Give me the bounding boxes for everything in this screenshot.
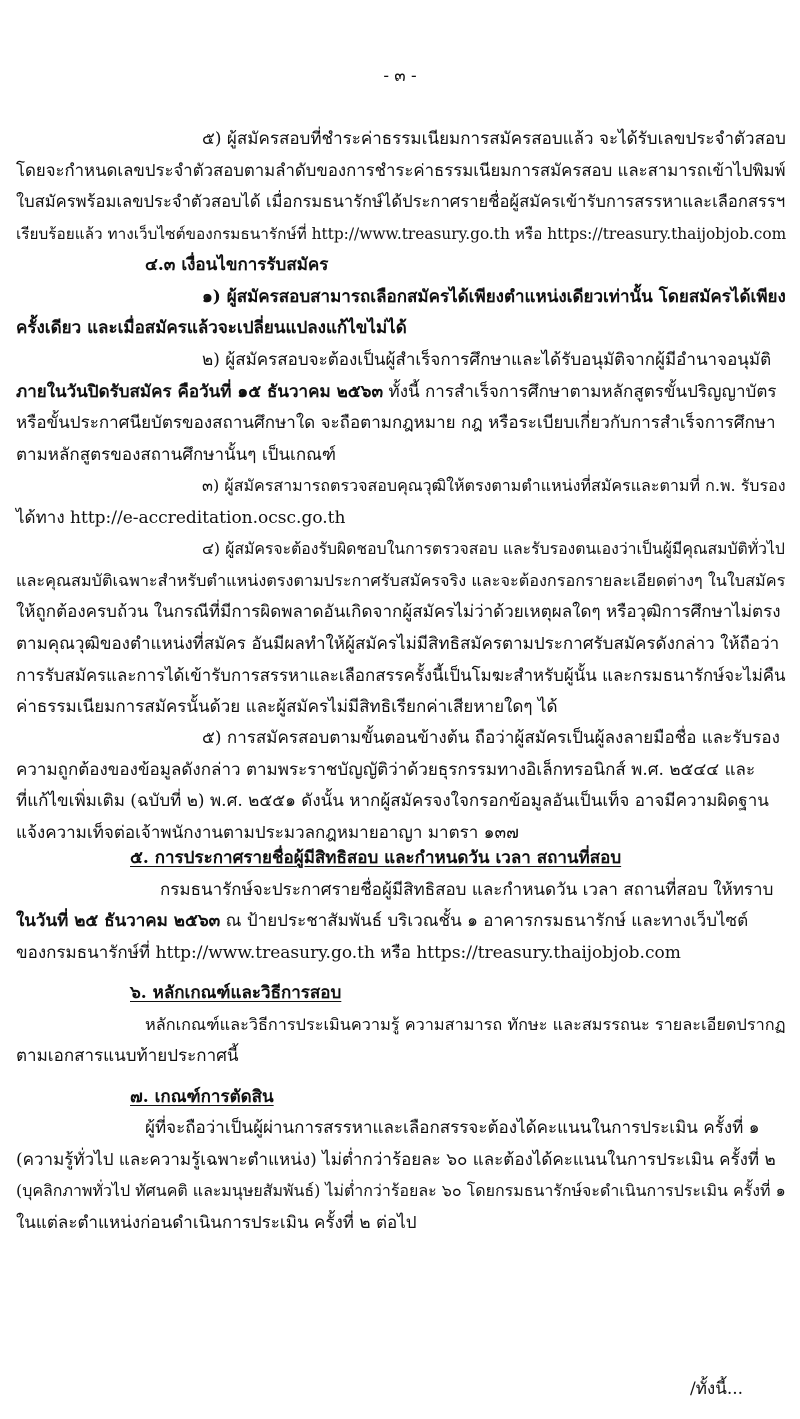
paragraph-line: ได้ทาง http://e-accreditation.ocsc.go.th bbox=[16, 508, 346, 528]
paragraph-line bbox=[16, 906, 748, 936]
paragraph-line: (ความรู้ทั่วไป และความรู้เฉพาะตำแหน่ง) ไม่ต่ำกว่าร้อยละ ๖๐ และต้องได้คะแนนในการประเมิน ครั้งที่ ๒ bbox=[16, 1150, 776, 1170]
continuation-marker: /ทั้งนี้... bbox=[690, 1379, 744, 1399]
paragraph-line: ๑) ผู้สมัครสอบสามารถเลือกสมัครได้เพียงตำแหน่งเดียวเท่านั้น โดยสมัครได้เพียง bbox=[202, 287, 786, 307]
paragraph-line: ของกรมธนารักษ์ที่ http://www.treasury.go.th หรือ https://treasury.thaijobjob.com bbox=[16, 943, 681, 963]
deadline-date-text: ภายในวันปิดรับสมัคร คือวันที่ ๑๕ ธันวาคม ๒๕๖๓ bbox=[16, 382, 384, 402]
paragraph-line: ในแต่ละตำแหน่งก่อนดำเนินการประเมิน ครั้งที่ ๒ ต่อไป bbox=[16, 1213, 417, 1233]
paragraph-line: หรือขั้นประกาศนียบัตรของสถานศึกษาใด จะถือตามกฎหมาย กฎ หรือระเบียบเกี่ยวกับการสำเร็จการศึกษา bbox=[16, 413, 776, 433]
paragraph-line: โดยจะกำหนดเลขประจำตัวสอบตามลำดับของการชำระค่าธรรมเนียมการสมัครสอบ และสามารถเข้าไปพิมพ์ bbox=[16, 160, 786, 180]
paragraph-line: ๕) การสมัครสอบตามขั้นตอนข้างต้น ถือว่าผู้สมัครเป็นผู้ลงลายมือชื่อ และรับรอง bbox=[202, 728, 780, 748]
paragraph-line bbox=[16, 377, 777, 407]
paragraph-text: ทั้งนี้ การสำเร็จการศึกษาตามหลักสูตรขั้นปริญญาบัตร bbox=[383, 382, 777, 402]
paragraph-line: กรมธนารักษ์จะประกาศรายชื่อผู้มีสิทธิสอบ และกำหนดวัน เวลา สถานที่สอบ ให้ทราบ bbox=[160, 880, 774, 900]
page-number: - ๓ - bbox=[383, 65, 417, 85]
paragraph-line: ผู้ที่จะถือว่าเป็นผู้ผ่านการสรรหาและเลือกสรรจะต้องได้คะแนนในการประเมิน ครั้งที่ ๑ bbox=[145, 1118, 760, 1138]
paragraph-line: ตามหลักสูตรของสถานศึกษานั้นๆ เป็นเกณฑ์ bbox=[16, 445, 337, 465]
paragraph-line: แจ้งความเท็จต่อเจ้าพนักงานตามประมวลกฎหมายอาญา มาตรา ๑๓๗ bbox=[16, 823, 519, 843]
paragraph-line: (บุคลิกภาพทั่วไป ทัศนคติ และมนุษยสัมพันธ์) ไม่ต่ำกว่าร้อยละ ๖๐ โดยกรมธนารักษ์จะดำเนินการประเมิน ครั้งที่ ๑ bbox=[16, 1181, 786, 1200]
paragraph-line: ตามเอกสารแนบท้ายประกาศนี้ bbox=[16, 1046, 239, 1066]
section-6-heading: ๖. หลักเกณฑ์และวิธีการสอบ bbox=[130, 983, 342, 1003]
announcement-date-text: ในวันที่ ๒๕ ธันวาคม ๒๕๖๓ bbox=[16, 911, 221, 931]
paragraph-text: ณ ป้ายประชาสัมพันธ์ บริเวณชั้น ๑ อาคารกรมธนารักษ์ และทางเว็บไซต์ bbox=[220, 911, 749, 931]
section-4-3-heading: ๔.๓ เงื่อนไขการรับสมัคร bbox=[145, 255, 329, 275]
section-7-heading: ๗. เกณฑ์การตัดสิน bbox=[130, 1087, 274, 1107]
paragraph-line: ค่าธรรมเนียมการสมัครนั้นด้วย และผู้สมัครไม่มีสิทธิเรียกค่าเสียหายใดๆ ได้ bbox=[16, 697, 558, 717]
paragraph-line: หลักเกณฑ์และวิธีการประเมินความรู้ ความสามารถ ทักษะ และสมรรถนะ รายละเอียดปรากฏ bbox=[145, 1015, 786, 1034]
section-5-heading: ๕. การประกาศรายชื่อผู้มีสิทธิสอบ และกำหนดวัน เวลา สถานที่สอบ bbox=[130, 848, 622, 868]
paragraph-line: ใบสมัครพร้อมเลขประจำตัวสอบได้ เมื่อกรมธนารักษ์ได้ประกาศรายชื่อผู้สมัครเข้ารับการสรรหาและเลือกสรรฯ bbox=[16, 192, 786, 211]
paragraph-line: ให้ถูกต้องครบถ้วน ในกรณีที่มีการผิดพลาดอันเกิดจากผู้สมัครไม่ว่าด้วยเหตุผลใดๆ หรือวุฒิการศึกษาไม่ตรง bbox=[16, 602, 781, 622]
paragraph-line: เรียบร้อยแล้ว ทางเว็บไซต์ของกรมธนารักษ์ที่ http://www.treasury.go.th หรือ https://treasury.thaijobjob.com bbox=[16, 225, 787, 243]
paragraph-line: ครั้งเดียว และเมื่อสมัครแล้วจะเปลี่ยนแปลงแก้ไขไม่ได้ bbox=[16, 318, 407, 338]
paragraph-line: ๒) ผู้สมัครสอบจะต้องเป็นผู้สำเร็จการศึกษาและได้รับอนุมัติจากผู้มีอำนาจอนุมัติ bbox=[202, 350, 772, 370]
paragraph-line: การรับสมัครและการได้เข้ารับการสรรหาและเลือกสรรครั้งนี้เป็นโมฆะสำหรับผู้นั้น และกรมธนารักษ์จะไม่คืน bbox=[16, 665, 786, 685]
paragraph-line: และคุณสมบัติเฉพาะสำหรับตำแหน่งตรงตามประกาศรับสมัครจริง และจะต้องกรอกรายละเอียดต่างๆ ในใบสมัคร bbox=[16, 571, 786, 590]
paragraph-line: ที่แก้ไขเพิ่มเติม (ฉบับที่ ๒) พ.ศ. ๒๕๕๑ ดังนั้น หากผู้สมัครจงใจกรอกข้อมูลอันเป็นเท็จ อาจมีความผิดฐาน bbox=[16, 791, 769, 811]
paragraph-line: ตามคุณวุฒิของตำแหน่งที่สมัคร อันมีผลทำให้ผู้สมัครไม่มีสิทธิสมัครตามประกาศรับสมัครดังกล่าว ให้ถือว่า bbox=[16, 634, 780, 654]
paragraph-line: ๔) ผู้สมัครจะต้องรับผิดชอบในการตรวจสอบ และรับรองตนเองว่าเป็นผู้มีคุณสมบัติทั่วไป bbox=[202, 539, 785, 558]
paragraph-line: ความถูกต้องของข้อมูลดังกล่าว ตามพระราชบัญญัติว่าด้วยธุรกรรมทางอิเล็กทรอนิกส์ พ.ศ. ๒๕๔๔ และ bbox=[16, 760, 756, 780]
paragraph-line: ๓) ผู้สมัครสามารถตรวจสอบคุณวุฒิให้ตรงตามตำแหน่งที่สมัครและตามที่ ก.พ. รับรอง bbox=[202, 476, 786, 495]
paragraph-line: ๕) ผู้สมัครสอบที่ชำระค่าธรรมเนียมการสมัครสอบแล้ว จะได้รับเลขประจำตัวสอบ bbox=[202, 129, 786, 149]
